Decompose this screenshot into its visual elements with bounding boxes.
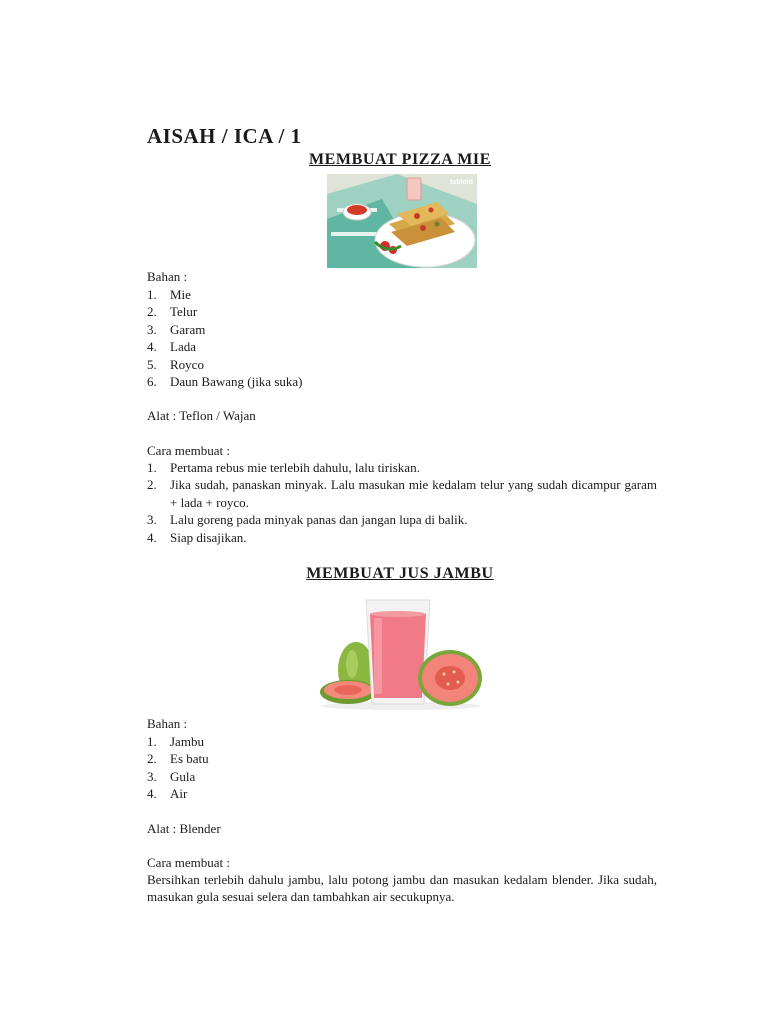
steps-label-pizza: Cara membuat : (147, 443, 231, 458)
recipe-heading-pizza: MEMBUAT PIZZA MIE (308, 151, 492, 168)
list-item: 4. Siap disajikan. (147, 529, 247, 545)
ingredients-label-juice: Bahan : (147, 716, 188, 731)
pizza-mie-illustration (327, 174, 477, 268)
list-item: 3. Garam (147, 321, 206, 337)
steps-label-juice: Cara membuat : (147, 855, 231, 870)
list-item: 2. Telur (147, 304, 198, 320)
list-item: 6. Daun Bawang (jika suka) (147, 374, 303, 390)
steps-paragraph-juice: Bersihkan terlebih dahulu jambu, lalu potong jambu dan masukan kedalam blender. Jika sudah, masukan gula sesuai selera dan tambahkan air secukupnya. (147, 872, 657, 905)
recipe-heading-juice: MEMBUAT JUS JAMBU (306, 565, 494, 582)
ingredients-label-pizza: Bahan : (147, 269, 188, 284)
document-title: AISAH / ICA / 1 (147, 124, 302, 148)
list-item: 1. Jambu (147, 734, 204, 749)
list-item: 5. Royco (147, 356, 204, 372)
list-item: 4. Lada (147, 339, 196, 355)
steps-list-pizza (147, 459, 657, 546)
guava-juice-photo (312, 594, 490, 712)
tools-juice: Alat : Blender (147, 821, 221, 836)
list-item: 4. Air (147, 786, 188, 802)
list-item: 3. Gula (147, 768, 196, 784)
list-item: 2. Es batu (147, 751, 209, 767)
ingredients-list-juice (147, 733, 657, 803)
guava-juice-illustration (312, 594, 490, 712)
list-item: 1. Pertama rebus mie terlebih dahulu, lalu tiriskan. (147, 460, 420, 475)
list-item: 1. Mie (147, 287, 191, 302)
list-item: 3. Lalu goreng pada minyak panas dan jangan lupa di balik. (147, 512, 468, 528)
pizza-mie-photo (327, 174, 477, 268)
list-item: 2. Jika sudah, panaskan minyak. Lalu masukan mie kedalam telur yang sudah dicampur garam + lada + royco. (147, 477, 657, 510)
watermark-text: tabloid (450, 179, 473, 186)
tools-pizza: Alat : Teflon / Wajan (147, 408, 256, 423)
ingredients-list-pizza (147, 286, 657, 390)
